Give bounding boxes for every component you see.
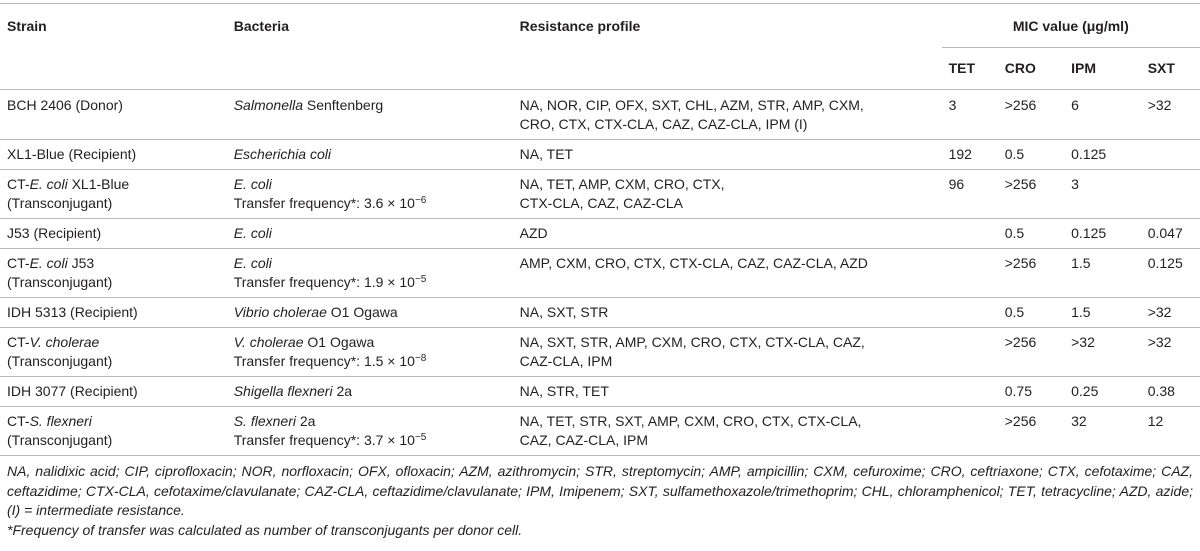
cell-ipm: 6 (1071, 97, 1079, 113)
strain-text: J53 (Recipient) (7, 225, 102, 241)
cell-bacteria (227, 249, 513, 298)
bacteria-species: E. coli (233, 225, 272, 241)
cell-tet: 3 (948, 97, 957, 113)
cell-cro: 0.75 (1004, 383, 1032, 399)
cell-strain (0, 140, 227, 170)
cell-strain (0, 377, 227, 407)
cell-sxt: 0.38 (1147, 383, 1175, 399)
resistance-line: NA, TET (519, 146, 574, 162)
resistance-line: NA, STR, TET (519, 383, 609, 399)
cell-resistance (513, 377, 942, 407)
strain-text: CT- (7, 255, 30, 271)
bacteria-species: Shigella flexneri (233, 383, 333, 399)
table-row (0, 170, 1200, 219)
strain-role: (Transconjugant) (7, 274, 113, 290)
cell-cro: >256 (1004, 97, 1037, 113)
cell-strain (0, 328, 227, 377)
cell-strain (0, 90, 227, 140)
cell-tet (942, 249, 998, 298)
strain-role: (Transconjugant) (7, 432, 113, 448)
cell-tet (942, 298, 998, 328)
transfer-frequency-value: 3.6 × 10 (363, 195, 415, 211)
bacteria-species: Salmonella (233, 97, 303, 113)
cell-ipm: 0.125 (1071, 225, 1107, 241)
bacteria-serotype: O1 Ogawa (303, 334, 375, 350)
strain-text: IDH 3077 (Recipient) (7, 383, 138, 399)
strain-species: V. cholerae (29, 334, 100, 350)
header-strain: Strain (0, 4, 227, 90)
cell-ipm: 32 (1071, 413, 1087, 429)
cell-ipm: 0.25 (1071, 383, 1099, 399)
strain-suffix: XL1-Blue (67, 176, 130, 192)
bacteria-serotype: 2a (332, 383, 353, 399)
header-bacteria: Bacteria (227, 4, 513, 90)
strain-role: (Transconjugant) (7, 353, 113, 369)
cell-resistance (513, 170, 942, 219)
strain-suffix: J53 (67, 255, 95, 271)
strain-text: IDH 5313 (Recipient) (7, 304, 138, 320)
footnote-transfer-frequency: *Frequency of transfer was calculated as number of transconjugants per donor cell. (7, 521, 523, 538)
table-row (0, 328, 1200, 377)
cell-bacteria (227, 170, 513, 219)
bacteria-species: E. coli (233, 255, 272, 271)
cell-resistance (513, 90, 942, 140)
header-ipm: IPM (1071, 60, 1097, 76)
cell-strain (0, 407, 227, 456)
transfer-frequency-label: Transfer frequency*: (233, 195, 364, 211)
cell-tet: 192 (948, 146, 972, 162)
transfer-frequency-exponent: −5 (414, 274, 427, 285)
cell-bacteria (227, 377, 513, 407)
cell-sxt: 12 (1147, 413, 1164, 429)
resistance-line: CRO, CTX, CTX-CLA, CAZ, CAZ-CLA, IPM (I) (519, 116, 808, 132)
cell-tet (942, 377, 998, 407)
cell-sxt: 0.125 (1147, 255, 1183, 271)
cell-strain (0, 219, 227, 249)
strain-species: S. flexneri (29, 413, 92, 429)
bacteria-species: Escherichia coli (233, 146, 331, 162)
resistance-line: CAZ-CLA, IPM (519, 353, 613, 369)
transfer-frequency-value: 1.9 × 10 (363, 274, 415, 290)
cell-strain (0, 170, 227, 219)
transfer-frequency-value: 3.7 × 10 (363, 432, 415, 448)
cell-resistance (513, 219, 942, 249)
cell-bacteria (227, 140, 513, 170)
cell-cro: >256 (1004, 413, 1037, 429)
bacteria-serotype: 2a (295, 413, 316, 429)
cell-bacteria (227, 219, 513, 249)
cell-cro: 0.5 (1004, 304, 1025, 320)
cell-cro: 0.5 (1004, 146, 1025, 162)
table-row (0, 298, 1200, 328)
resistance-line: NA, TET, STR, SXT, AMP, CXM, CRO, CTX, CTX-CLA, (519, 413, 862, 429)
resistance-line: NA, SXT, STR (519, 304, 609, 320)
table-body (0, 90, 1200, 456)
cell-sxt: >32 (1147, 97, 1172, 113)
cell-sxt (1141, 170, 1200, 219)
resistance-line: NA, NOR, CIP, OFX, SXT, CHL, AZM, STR, AMP, CXM, (519, 97, 864, 113)
strain-species: E. coli (29, 176, 68, 192)
cell-cro: >256 (1004, 176, 1037, 192)
header-tet: TET (948, 60, 976, 76)
resistance-line: NA, SXT, STR, AMP, CXM, CRO, CTX, CTX-CLA, CAZ, (519, 334, 865, 350)
table-row (0, 90, 1200, 140)
resistance-line: AMP, CXM, CRO, CTX, CTX-CLA, CAZ, CAZ-CLA, AZD (519, 255, 868, 271)
table-row (0, 140, 1200, 170)
table-header (0, 4, 1200, 90)
transfer-frequency-exponent: −5 (414, 432, 427, 443)
cell-cro: >256 (1004, 334, 1037, 350)
cell-tet (942, 328, 998, 377)
header-cro: CRO (1004, 60, 1036, 76)
cell-ipm: 1.5 (1071, 255, 1091, 271)
cell-bacteria (227, 328, 513, 377)
transfer-frequency-value: 1.5 × 10 (363, 353, 415, 369)
table-row (0, 249, 1200, 298)
cell-bacteria (227, 407, 513, 456)
header-sxt: SXT (1147, 60, 1175, 76)
bacteria-serotype: Senftenberg (302, 97, 384, 113)
resistance-line: NA, TET, AMP, CXM, CRO, CTX, (519, 176, 725, 192)
bacteria-species: E. coli (233, 176, 272, 192)
table-footnotes (7, 462, 1193, 540)
bacteria-species: Vibrio cholerae (233, 304, 327, 320)
cell-strain (0, 249, 227, 298)
strain-text: XL1-Blue (Recipient) (7, 146, 137, 162)
table-row (0, 219, 1200, 249)
cell-resistance (513, 407, 942, 456)
cell-tet (942, 219, 998, 249)
cell-ipm: >32 (1071, 334, 1095, 350)
strain-text: CT- (7, 413, 30, 429)
cell-ipm: 1.5 (1071, 304, 1091, 320)
strain-species: E. coli (29, 255, 68, 271)
cell-bacteria (227, 298, 513, 328)
bacteria-species: S. flexneri (233, 413, 296, 429)
cell-sxt: 0.047 (1147, 225, 1183, 241)
transfer-frequency-label: Transfer frequency*: (233, 432, 364, 448)
strain-text: BCH 2406 (Donor) (7, 97, 123, 113)
strain-role: (Transconjugant) (7, 195, 113, 211)
bacteria-serotype: O1 Ogawa (326, 304, 398, 320)
transfer-frequency-label: Transfer frequency*: (233, 274, 364, 290)
table-row (0, 377, 1200, 407)
resistance-line: CAZ, CAZ-CLA, IPM (519, 432, 649, 448)
transfer-frequency-exponent: −6 (414, 195, 427, 206)
resistance-line: AZD (519, 225, 548, 241)
transfer-frequency-label: Transfer frequency*: (233, 353, 364, 369)
cell-strain (0, 298, 227, 328)
header-mic-value: MIC value (μg/ml) (942, 4, 1200, 48)
resistance-line: CTX-CLA, CAZ, CAZ-CLA (519, 195, 684, 211)
cell-tet: 96 (948, 176, 965, 192)
table-row (0, 407, 1200, 456)
cell-cro: 0.5 (1004, 225, 1025, 241)
cell-ipm: 3 (1071, 176, 1079, 192)
cell-cro: >256 (1004, 255, 1037, 271)
cell-ipm: 0.125 (1071, 146, 1107, 162)
header-resistance-profile: Resistance profile (513, 4, 942, 90)
cell-sxt: >32 (1147, 334, 1172, 350)
strain-text: CT- (7, 176, 30, 192)
cell-resistance (513, 140, 942, 170)
cell-sxt (1141, 140, 1200, 170)
cell-resistance (513, 298, 942, 328)
cell-tet (942, 407, 998, 456)
footnote-abbreviations: NA, nalidixic acid; CIP, ciprofloxacin; NOR, norfloxacin; OFX, ofloxacin; AZM, azithromycin; STR, streptomycin; AMP, ampicillin; CXM, cefuroxime; CRO, ceftriaxone; CTX, cefotaxime; CAZ, ceftazidime; CTX-CLA, cefotaxime/clavulanate; CAZ-CLA, ceftazidime/clavulanate; IPM, Imipenem; SXT, sulfamethoxazole/trimethoprim; CHL, chloramphenicol; TET, tetracycline; AZD, azide; (I) = intermediate resistance. (7, 463, 1193, 518)
transfer-frequency-exponent: −8 (414, 353, 427, 364)
cell-bacteria (227, 90, 513, 140)
cell-sxt: >32 (1147, 304, 1172, 320)
resistance-table (0, 3, 1200, 456)
cell-resistance (513, 328, 942, 377)
cell-resistance (513, 249, 942, 298)
strain-text: CT- (7, 334, 30, 350)
bacteria-species: V. cholerae (233, 334, 304, 350)
